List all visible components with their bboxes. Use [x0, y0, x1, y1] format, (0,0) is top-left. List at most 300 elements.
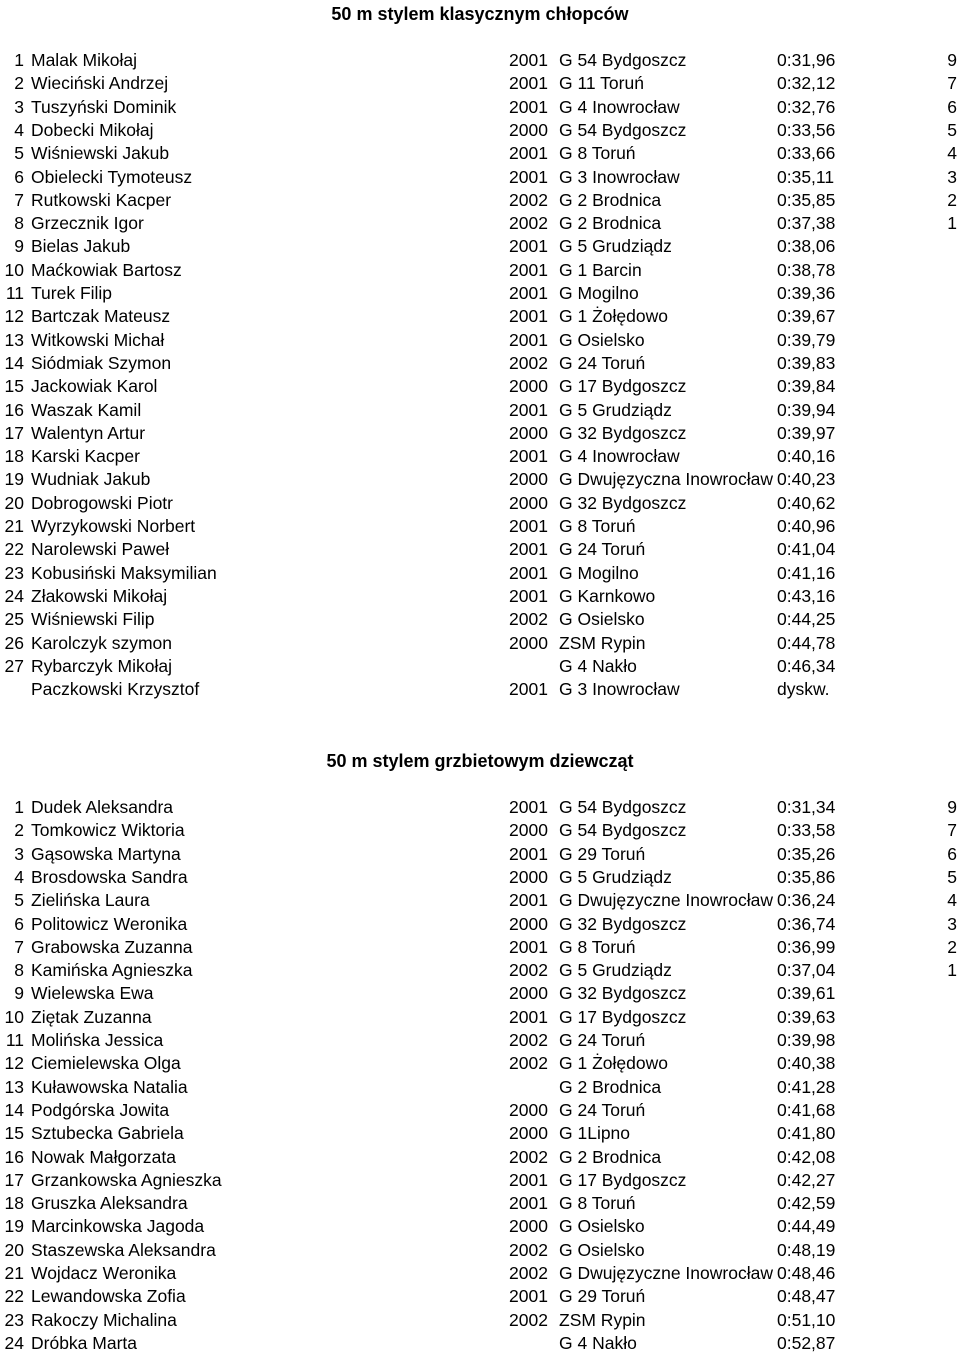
time-cell: 0:39,94: [777, 399, 836, 420]
school-cell: G 5 Grudziądz: [559, 960, 672, 981]
time-cell: 0:51,10: [777, 1309, 836, 1330]
time-cell: 0:41,28: [777, 1076, 836, 1097]
name-cell: Nowak Małgorzata: [31, 1146, 176, 1167]
place-cell: 19: [4, 469, 24, 490]
school-cell: G 24 Toruń: [559, 352, 646, 373]
school-cell: G Osielsko: [559, 1216, 645, 1237]
time-cell: 0:40,62: [777, 492, 836, 513]
table-row: [0, 282, 960, 305]
year-cell: 2001: [509, 166, 548, 187]
table-row: [0, 1309, 960, 1332]
name-cell: Dróbka Marta: [31, 1332, 138, 1353]
year-cell: 2001: [509, 1286, 548, 1307]
time-cell: 0:40,23: [777, 469, 836, 490]
name-cell: Tomkowicz Wiktoria: [31, 820, 185, 841]
school-cell: G 2 Brodnica: [559, 1076, 662, 1097]
table-row: [0, 189, 960, 212]
name-cell: Narolewski Paweł: [31, 539, 170, 560]
school-cell: G Dwujęzyczna Inowrocław: [559, 469, 773, 490]
school-cell: G Osielsko: [559, 329, 645, 350]
school-cell: G 3 Inowrocław: [559, 679, 680, 700]
time-cell: 0:33,56: [777, 119, 836, 140]
name-cell: Kuławowska Natalia: [31, 1076, 188, 1097]
table-row: [0, 1262, 960, 1285]
time-cell: 0:44,25: [777, 609, 836, 630]
time-cell: 0:38,78: [777, 259, 836, 280]
school-cell: G 3 Inowrocław: [559, 166, 680, 187]
time-cell: 0:39,63: [777, 1006, 836, 1027]
table-row: [0, 329, 960, 352]
school-cell: G Osielsko: [559, 1239, 645, 1260]
time-cell: 0:42,27: [777, 1169, 836, 1190]
name-cell: Grzecznik Igor: [31, 213, 144, 234]
place-cell: 15: [4, 1123, 24, 1144]
year-cell: 2001: [509, 1169, 548, 1190]
school-cell: G 2 Brodnica: [559, 213, 662, 234]
place-cell: 13: [4, 1076, 24, 1097]
school-cell: G 24 Toruń: [559, 539, 646, 560]
name-cell: Dobrogowski Piotr: [31, 492, 173, 513]
year-cell: 2001: [509, 446, 548, 467]
name-cell: Tuszyński Dominik: [31, 96, 177, 117]
name-cell: Karski Kacper: [31, 446, 140, 467]
table-row: [0, 843, 960, 866]
place-cell: 1: [14, 797, 24, 817]
name-cell: Karolczyk szymon: [31, 632, 173, 653]
table-row: [0, 399, 960, 422]
place-cell: 6: [14, 913, 24, 934]
time-cell: 0:37,04: [777, 960, 836, 981]
year-cell: 2000: [509, 376, 548, 397]
year-cell: 2000: [509, 820, 548, 841]
school-cell: G 24 Toruń: [559, 1030, 646, 1050]
school-cell: ZSM Rypin: [559, 632, 646, 653]
school-cell: G 8 Toruń: [559, 143, 636, 164]
year-cell: 2002: [509, 1263, 548, 1283]
year-cell: 2000: [509, 422, 548, 443]
time-cell: 0:33,66: [777, 143, 836, 164]
place-cell: 27: [4, 655, 24, 676]
school-cell: G 54 Bydgoszcz: [559, 797, 687, 817]
points-cell: 5: [947, 119, 957, 140]
time-cell: 0:36,24: [777, 890, 836, 911]
year-cell: 2000: [509, 1099, 548, 1120]
points-cell: 9: [947, 797, 957, 817]
year-cell: 2000: [509, 119, 548, 140]
name-cell: Bielas Jakub: [31, 236, 131, 257]
year-cell: 2000: [509, 469, 548, 490]
table-row: [0, 562, 960, 585]
time-cell: 0:39,83: [777, 352, 836, 373]
place-cell: 23: [4, 562, 24, 583]
name-cell: Witkowski Michał: [31, 329, 165, 350]
year-cell: 2001: [509, 516, 548, 536]
time-cell: 0:35,11: [777, 166, 835, 187]
school-cell: G 1Lipno: [559, 1123, 631, 1144]
school-cell: G 54 Bydgoszcz: [559, 119, 687, 140]
place-cell: 15: [4, 376, 24, 397]
time-cell: 0:40,96: [777, 516, 836, 536]
school-cell: G Mogilno: [559, 283, 639, 303]
time-cell: 0:35,85: [777, 189, 836, 210]
place-cell: 3: [14, 96, 24, 117]
school-cell: G 17 Bydgoszcz: [559, 1169, 687, 1190]
year-cell: 2000: [509, 632, 548, 653]
school-cell: G 54 Bydgoszcz: [559, 50, 687, 70]
year-cell: 2001: [509, 843, 548, 864]
place-cell: 9: [14, 983, 24, 1004]
place-cell: 24: [4, 585, 24, 606]
points-cell: 4: [947, 890, 957, 911]
place-cell: 16: [4, 1146, 24, 1167]
name-cell: Sztubecka Gabriela: [31, 1123, 184, 1144]
time-cell: 0:41,16: [777, 562, 836, 583]
table-row: [0, 119, 960, 142]
school-cell: G 29 Toruń: [559, 1286, 646, 1307]
points-cell: 7: [947, 820, 957, 841]
school-cell: G Dwujęzyczne Inowrocław: [559, 1263, 773, 1283]
time-cell: 0:42,08: [777, 1146, 836, 1167]
name-cell: Złakowski Mikołaj: [31, 585, 168, 606]
school-cell: G 8 Toruń: [559, 936, 636, 957]
name-cell: Wielewska Ewa: [31, 983, 154, 1004]
name-cell: Maćkowiak Bartosz: [31, 259, 182, 280]
time-cell: 0:31,96: [777, 50, 836, 70]
school-cell: G 32 Bydgoszcz: [559, 983, 687, 1004]
name-cell: Wojdacz Weronika: [31, 1263, 177, 1283]
place-cell: 24: [4, 1332, 24, 1353]
place-cell: 17: [4, 422, 24, 443]
place-cell: 20: [4, 1239, 24, 1260]
name-cell: Wudniak Jakub: [31, 469, 151, 490]
school-cell: G 11 Toruń: [559, 73, 644, 94]
table-row: [0, 49, 960, 72]
place-cell: 20: [4, 492, 24, 513]
school-cell: G 32 Bydgoszcz: [559, 422, 687, 443]
year-cell: 2001: [509, 890, 548, 911]
school-cell: G 17 Bydgoszcz: [559, 376, 687, 397]
school-cell: G 4 Inowrocław: [559, 96, 680, 117]
year-cell: 2000: [509, 983, 548, 1004]
points-cell: 3: [947, 913, 957, 934]
school-cell: G 17 Bydgoszcz: [559, 1006, 687, 1027]
school-cell: G Karnkowo: [559, 585, 656, 606]
section-title: 50 m stylem grzbietowym dziewcząt: [326, 751, 634, 771]
table-row: [0, 1169, 960, 1192]
name-cell: Rutkowski Kacper: [31, 189, 172, 210]
name-cell: Grzankowska Agnieszka: [31, 1169, 222, 1190]
year-cell: 2001: [509, 539, 548, 560]
place-cell: 22: [4, 539, 24, 560]
time-cell: 0:39,84: [777, 376, 836, 397]
year-cell: 2001: [509, 1193, 548, 1214]
table-row: [0, 819, 960, 842]
time-cell: 0:48,46: [777, 1263, 836, 1283]
year-cell: 2001: [509, 679, 548, 700]
name-cell: Lewandowska Zofia: [31, 1286, 186, 1307]
year-cell: 2002: [509, 609, 548, 630]
year-cell: 2001: [509, 562, 548, 583]
school-cell: G 8 Toruń: [559, 1193, 636, 1214]
name-cell: Politowicz Weronika: [31, 913, 188, 934]
year-cell: 2001: [509, 73, 548, 94]
place-cell: 12: [4, 306, 24, 327]
time-cell: 0:42,59: [777, 1193, 836, 1214]
section-title: 50 m stylem klasycznym chłopców: [331, 4, 629, 24]
year-cell: 2001: [509, 143, 548, 164]
table-row: [0, 538, 960, 561]
year-cell: 2002: [509, 1053, 548, 1074]
time-cell: 0:35,86: [777, 866, 836, 887]
school-cell: G Dwujęzyczne Inowrocław: [559, 890, 773, 911]
school-cell: G 5 Grudziądz: [559, 866, 672, 887]
time-cell: 0:37,38: [777, 213, 836, 234]
table-row: [0, 515, 960, 538]
place-cell: 16: [4, 399, 24, 420]
place-cell: 21: [4, 1263, 24, 1283]
table-row: [0, 1192, 960, 1215]
year-cell: 2002: [509, 1030, 548, 1050]
time-cell: 0:40,16: [777, 446, 836, 467]
table-row: [0, 1122, 960, 1145]
name-cell: Wyrzykowski Norbert: [31, 516, 196, 536]
points-cell: 4: [947, 143, 957, 164]
place-cell: 7: [14, 936, 24, 957]
table-row: [0, 1099, 960, 1122]
year-cell: 2000: [509, 1123, 548, 1144]
time-cell: 0:32,12: [777, 73, 836, 94]
year-cell: 2001: [509, 797, 548, 817]
place-cell: 14: [4, 1099, 24, 1120]
name-cell: Zielińska Laura: [31, 890, 150, 911]
name-cell: Gąsowska Martyna: [31, 843, 181, 864]
place-cell: 3: [14, 843, 24, 864]
points-cell: 7: [947, 73, 957, 94]
year-cell: 2001: [509, 936, 548, 957]
name-cell: Staszewska Aleksandra: [31, 1239, 216, 1260]
place-cell: 26: [4, 632, 24, 653]
table-row: [0, 1146, 960, 1169]
table-row: [0, 492, 960, 515]
year-cell: 2000: [509, 492, 548, 513]
time-cell: 0:31,34: [777, 797, 836, 817]
school-cell: G Osielsko: [559, 609, 645, 630]
year-cell: 2002: [509, 1146, 548, 1167]
year-cell: 2002: [509, 1309, 548, 1330]
time-cell: 0:40,38: [777, 1053, 836, 1074]
place-cell: 4: [14, 866, 24, 887]
school-cell: G 4 Inowrocław: [559, 446, 680, 467]
name-cell: Wieciński Andrzej: [31, 73, 169, 94]
table-row: [0, 259, 960, 282]
school-cell: G 1 Żołędowo: [559, 306, 668, 327]
name-cell: Bartczak Mateusz: [31, 306, 171, 327]
place-cell: 18: [4, 446, 24, 467]
name-cell: Walentyn Artur: [31, 422, 146, 443]
name-cell: Dobecki Mikołaj: [31, 119, 154, 140]
points-cell: 6: [947, 96, 957, 117]
table-row: [0, 1029, 960, 1052]
name-cell: Rybarczyk Mikołaj: [31, 655, 172, 676]
time-cell: 0:44,78: [777, 632, 836, 653]
points-cell: 1: [947, 213, 957, 234]
table-row: [0, 142, 960, 165]
time-cell: 0:41,68: [777, 1099, 836, 1120]
school-cell: G 24 Toruń: [559, 1099, 646, 1120]
school-cell: G 1 Barcin: [559, 259, 642, 280]
place-cell: 1: [14, 50, 24, 70]
name-cell: Dudek Aleksandra: [31, 797, 174, 817]
table-row: [0, 655, 960, 678]
place-cell: 5: [14, 890, 24, 911]
name-cell: Turek Filip: [31, 283, 113, 303]
year-cell: 2001: [509, 399, 548, 420]
school-cell: ZSM Rypin: [559, 1309, 646, 1330]
year-cell: 2001: [509, 50, 548, 70]
school-cell: G 5 Grudziądz: [559, 399, 672, 420]
points-cell: 5: [947, 866, 957, 887]
time-cell: 0:39,98: [777, 1030, 836, 1050]
table-row: [0, 913, 960, 936]
time-cell: 0:41,80: [777, 1123, 836, 1144]
time-cell: 0:39,79: [777, 329, 836, 350]
name-cell: Marcinkowska Jagoda: [31, 1216, 205, 1237]
points-cell: 9: [947, 50, 957, 70]
table-row: [0, 468, 960, 491]
table-row: [0, 1052, 960, 1075]
name-cell: Paczkowski Krzysztof: [31, 679, 200, 700]
place-cell: 25: [4, 609, 24, 630]
time-cell: 0:41,04: [777, 539, 836, 560]
place-cell: 22: [4, 1286, 24, 1307]
time-cell: 0:39,61: [777, 983, 836, 1004]
time-cell: 0:36,99: [777, 936, 836, 957]
place-cell: 11: [5, 1030, 24, 1050]
table-row: [0, 375, 960, 398]
name-cell: Wiśniewski Filip: [31, 609, 155, 630]
name-cell: Kamińska Agnieszka: [31, 960, 193, 981]
school-cell: G 2 Brodnica: [559, 1146, 662, 1167]
table-row: [0, 1332, 960, 1355]
school-cell: G 8 Toruń: [559, 516, 636, 536]
place-cell: 11: [5, 283, 24, 303]
table-row: [0, 1215, 960, 1238]
name-cell: Ciemielewska Olga: [31, 1053, 181, 1074]
school-cell: G 4 Nakło: [559, 655, 637, 676]
place-cell: 17: [4, 1169, 24, 1190]
time-cell: 0:39,67: [777, 306, 836, 327]
table-row: [0, 959, 960, 982]
table-row: [0, 1285, 960, 1308]
time-cell: 0:36,74: [777, 913, 836, 934]
school-cell: G Mogilno: [559, 562, 639, 583]
year-cell: 2001: [509, 283, 548, 303]
table-row: [0, 1006, 960, 1029]
name-cell: Siódmiak Szymon: [31, 352, 172, 373]
year-cell: 2002: [509, 1239, 548, 1260]
table-row: [0, 796, 960, 819]
place-cell: 10: [4, 1006, 24, 1027]
name-cell: Podgórska Jowita: [31, 1099, 170, 1120]
place-cell: 6: [14, 166, 24, 187]
place-cell: 23: [4, 1309, 24, 1330]
table-row: [0, 96, 960, 119]
table-row: [0, 585, 960, 608]
table-row: [0, 936, 960, 959]
name-cell: Rakoczy Michalina: [31, 1309, 177, 1330]
year-cell: 2000: [509, 913, 548, 934]
table-row: [0, 1239, 960, 1262]
year-cell: 2001: [509, 329, 548, 350]
name-cell: Grabowska Zuzanna: [31, 936, 193, 957]
school-cell: G 4 Nakło: [559, 1332, 637, 1353]
place-cell: 12: [4, 1053, 24, 1074]
year-cell: 2001: [509, 96, 548, 117]
time-cell: 0:39,97: [777, 422, 836, 443]
name-cell: Kobusiński Maksymilian: [31, 562, 217, 583]
table-row: [0, 608, 960, 631]
year-cell: 2001: [509, 585, 548, 606]
name-cell: Obielecki Tymoteusz: [31, 166, 193, 187]
table-row: [0, 72, 960, 95]
place-cell: 7: [14, 189, 24, 210]
points-cell: 3: [947, 166, 957, 187]
place-cell: 2: [14, 73, 24, 94]
year-cell: 2000: [509, 1216, 548, 1237]
time-cell: 0:52,87: [777, 1332, 836, 1353]
table-row: [0, 678, 960, 701]
school-cell: G 5 Grudziądz: [559, 236, 672, 257]
table-row: [0, 982, 960, 1005]
place-cell: 8: [14, 960, 24, 981]
year-cell: 2002: [509, 189, 548, 210]
year-cell: 2002: [509, 213, 548, 234]
year-cell: 2000: [509, 866, 548, 887]
name-cell: Brosdowska Sandra: [31, 866, 188, 887]
place-cell: 21: [4, 516, 24, 536]
school-cell: G 1 Żołędowo: [559, 1053, 668, 1074]
place-cell: 13: [4, 329, 24, 350]
school-cell: G 2 Brodnica: [559, 189, 662, 210]
table-row: [0, 445, 960, 468]
name-cell: Gruszka Aleksandra: [31, 1193, 188, 1214]
place-cell: 10: [4, 259, 24, 280]
time-cell: 0:46,34: [777, 655, 836, 676]
table-row: [0, 305, 960, 328]
year-cell: 2001: [509, 259, 548, 280]
table-row: [0, 1076, 960, 1099]
year-cell: 2002: [509, 960, 548, 981]
name-cell: Ziętak Zuzanna: [31, 1006, 152, 1027]
place-cell: 19: [4, 1216, 24, 1237]
table-row: [0, 866, 960, 889]
time-cell: 0:35,26: [777, 843, 836, 864]
place-cell: 4: [14, 119, 24, 140]
name-cell: Jackowiak Karol: [31, 376, 158, 397]
year-cell: 2001: [509, 306, 548, 327]
year-cell: 2001: [509, 1006, 548, 1027]
table-row: [0, 889, 960, 912]
time-cell: 0:33,58: [777, 820, 836, 841]
school-cell: G 32 Bydgoszcz: [559, 492, 687, 513]
name-cell: Molińska Jessica: [31, 1030, 164, 1050]
time-cell: 0:38,06: [777, 236, 836, 257]
time-cell: 0:43,16: [777, 585, 836, 606]
name-cell: Malak Mikołaj: [31, 50, 137, 70]
table-row: [0, 632, 960, 655]
school-cell: G 29 Toruń: [559, 843, 646, 864]
school-cell: G 32 Bydgoszcz: [559, 913, 687, 934]
